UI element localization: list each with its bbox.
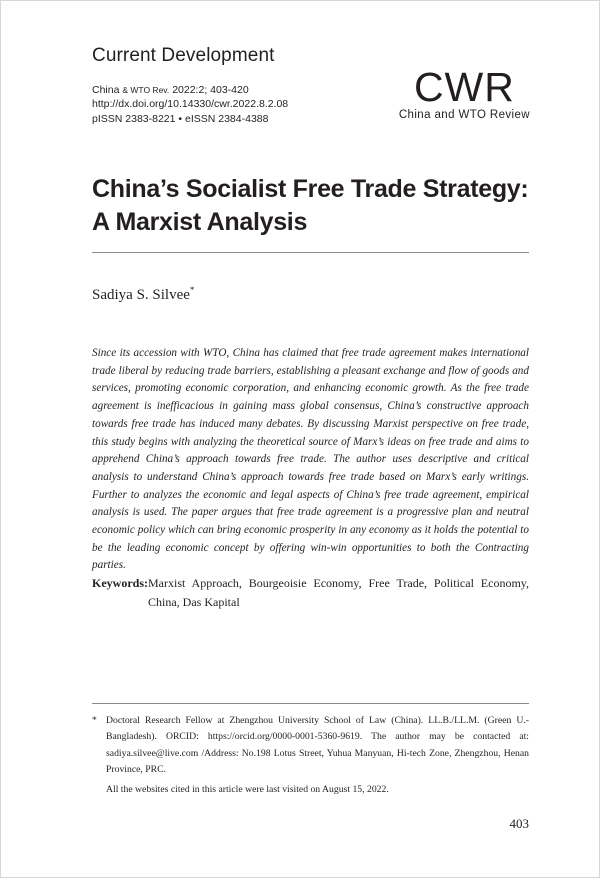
citation-block [92, 83, 288, 126]
footnote [92, 713, 529, 798]
keywords-list: Marxist Approach, Bourgeoisie Economy, Free Trade, Political Economy, China, Das Kapital [148, 576, 529, 609]
logo-journal-name: China and WTO Review [398, 109, 530, 121]
journal-logo [399, 66, 530, 121]
footnote-mark: * [92, 715, 97, 726]
keywords-block [92, 574, 529, 612]
footnote-text: Doctoral Research Fellow at Zhengzhou University School of Law (China). LL.B./LL.M. (Green U.-Bangladesh). ORCID: https://orcid.org/0000-0001-5360-9619. The author may be contacted at: sadiya.silvee@live.com /Address: No.198 Lotus Street, Yuhua Manyuan, Hi-tech Zone, Zhengzhou, Henan Province, PRC. [106, 715, 529, 775]
footnote-websites-note: All the websites cited in this article were last visited on August 15, 2022. [106, 784, 389, 796]
keywords-label: Keywords: [92, 576, 148, 590]
author-byline [92, 285, 194, 304]
journal-abbrev-rev: & WTO Rev. [122, 85, 170, 95]
title-line-2: A Marxist Analysis [92, 208, 308, 236]
title-divider [92, 252, 529, 253]
citation-line [92, 83, 288, 97]
doi-link[interactable]: http://dx.doi.org/10.14330/cwr.2022.8.2.08 [92, 98, 289, 111]
article-title [92, 173, 532, 239]
abstract: Since its accession with WTO, China has claimed that free trade agreement makes international trade liberal by reducing trade barriers, establishing a pleasant exchange and flow of goods and services, promoting economic corporation, and enhancing economic growth. As the free trade agreement is inefficacious in gaining mass global consensus, China’s constructive approach towards free trade has induced many debates. By discussing Marxist perspective on free trade, this study begins with analyzing the theoretical source of Marx’s ideas on free trade and aims to apprehend China’s approach towards free trade. The author uses descriptive and critical analysis to understand China’s approach towards free trade based on Marx’s early writings. Further to analyzes the economic and legal aspects of China’s free trade agreement, empirical analysis is used. The paper argues that free trade agreement is a progressive plan and neutral economic policy which can bring economic prosperity in any economy as it holds the potential to be the leading economic concept by offering win-win opportunities to both the Contracting parties. [92, 347, 529, 572]
footnote-divider [92, 703, 529, 704]
author-footnote-mark[interactable]: * [189, 285, 195, 295]
author-name: Sadiya S. Silvee [92, 287, 190, 303]
journal-abbrev-china: China [92, 84, 120, 96]
section-label: Current Development [92, 45, 275, 66]
logo-mark: CWR [413, 64, 515, 110]
citation-volume: 2022:2; 403-420 [172, 84, 249, 96]
title-line-1: China’s Socialist Free Trade Strategy: [92, 175, 529, 203]
issn-line: pISSN 2383-8221 • eISSN 2384-4388 [92, 112, 269, 125]
page-number: 403 [509, 816, 529, 831]
